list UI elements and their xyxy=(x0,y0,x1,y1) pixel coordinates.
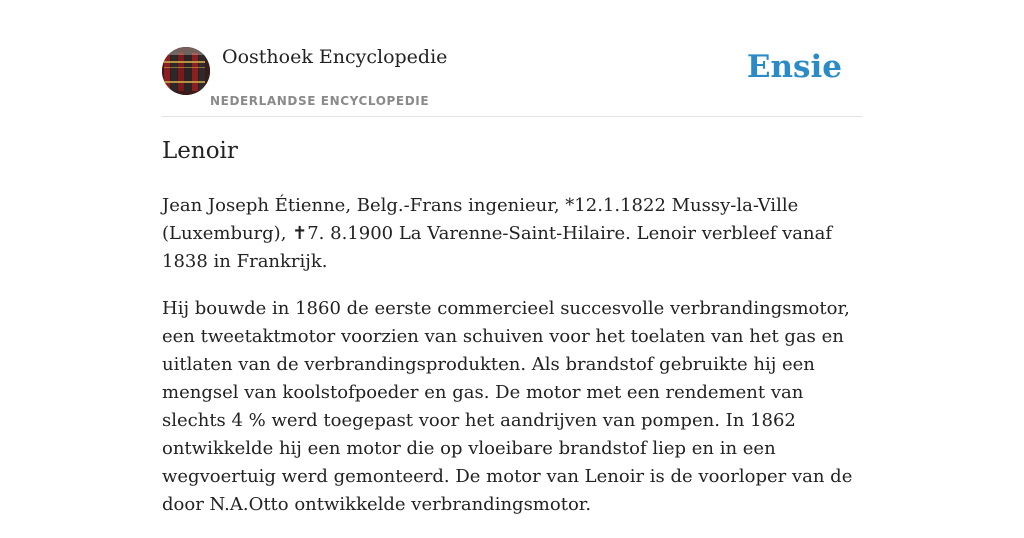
article-body xyxy=(162,192,862,538)
site-header xyxy=(162,42,862,117)
article-title: Lenoir xyxy=(162,138,238,164)
encyclopedia-books-icon[interactable] xyxy=(162,47,210,95)
article-paragraph-intro: Jean Joseph Étienne, Belg.-Frans ingenieur, *12.1.1822 Mussy-la-Ville (Luxemburg), ✝7. 8.1900 La Varenne-Saint-Hilaire. Lenoir verbleef vanaf 1838 in Frankrijk. xyxy=(162,195,833,272)
article-paragraph-main: Hij bouwde in 1860 de eerste commercieel succesvolle verbrandingsmotor, een tweetaktmotor voorzien van schuiven voor het toelaten van het gas en uitlaten van de verbrandingsprodukten. Als brandstof gebruikte hij een mengsel van koolstofpoeder en gas. De motor met een rendement van slechts 4 % werd toegepast voor het aandrijven van pompen. In 1862 ontwikkelde hij een motor die op vloeibare brandstof liep en in een wegvoertuig werd gemonteerd. De motor van Lenoir is de voorloper van de door N.A.Otto ontwikkelde verbrandingsmotor. xyxy=(162,298,853,515)
site-title[interactable]: Oosthoek Encyclopedie xyxy=(222,46,448,68)
site-subtitle: NEDERLANDSE ENCYCLOPEDIE xyxy=(210,94,430,108)
brand-logo-link[interactable]: Ensie xyxy=(746,49,842,85)
